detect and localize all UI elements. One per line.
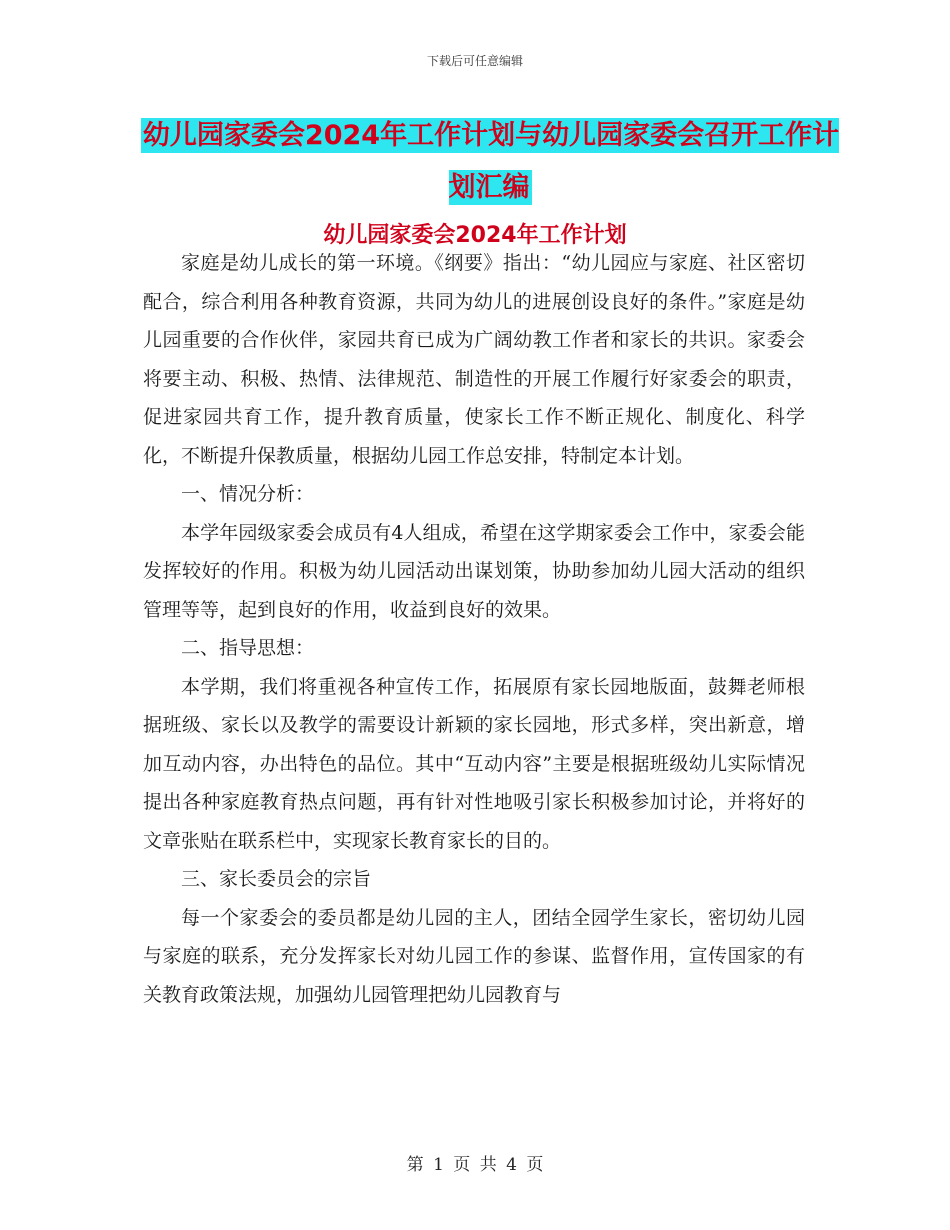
heading-situation-analysis: 一、情况分析： — [181, 483, 315, 505]
page-header-note: 下载后可任意编辑 — [426, 54, 523, 68]
paragraph-intro: 家庭是幼儿成长的第一环境。《纲要》指出：“幼儿园应与家庭、社区密切配合，综合利用各种教育资源，共同为幼儿的进展创设良好的条件。”家庭是幼儿园重要的合作伙伴，家园共育已成为广阔幼教工作者和家长的共识。家委会将要主动、积极、热情、法律规范、制造性的开展工作履行好家委会的职责，促进家园共育工作，提升教育质量，使家长工作不断正规化、制度化、科学化，不断提升保教质量，根据幼儿园工作总安排，特制定本计划。 — [143, 252, 805, 467]
heading-guiding-ideology: 二、指导思想： — [181, 637, 315, 659]
page-number: 第 1 页 共 4 页 — [406, 1155, 544, 1175]
paragraph-guiding: 本学期，我们将重视各种宣传工作，拓展原有家长园地版面，鼓舞老师根据班级、家长以及教学的需要设计新颖的家长园地，形式多样，突出新意，增加互动内容，办出特色的品位。其中“互动内容”主要是根据班级幼儿实际情况提出各种家庭教育热点问题，再有针对性地吸引家长积极参加讨论，并将好的文章张贴在联系栏中，实现家长教育家长的目的。 — [143, 675, 805, 852]
paragraph-situation: 本学年园级家委会成员有4人组成，希望在这学期家委会工作中，家委会能发挥较好的作用。积极为幼儿园活动出谋划策，协助参加幼儿园大活动的组织管理等等，起到良好的作用，收益到良好的效果。 — [143, 521, 805, 621]
paragraph-purpose: 每一个家委会的委员都是幼儿园的主人，团结全园学生家长，密切幼儿园与家庭的联系，充分发挥家长对幼儿园工作的参谋、监督作用，宣传国家的有关教育政策法规，加强幼儿园管理把幼儿园教育与 — [143, 906, 805, 1006]
heading-committee-purpose: 三、家长委员会的宗旨 — [181, 868, 372, 890]
document-title — [140, 110, 840, 214]
document-title-text: 幼儿园家委会2024年工作计划与幼儿园家委会召开工作计划汇编 — [142, 120, 840, 203]
document-body — [143, 244, 805, 1014]
section-title: 幼儿园家委会2024年工作计划 — [323, 223, 627, 248]
